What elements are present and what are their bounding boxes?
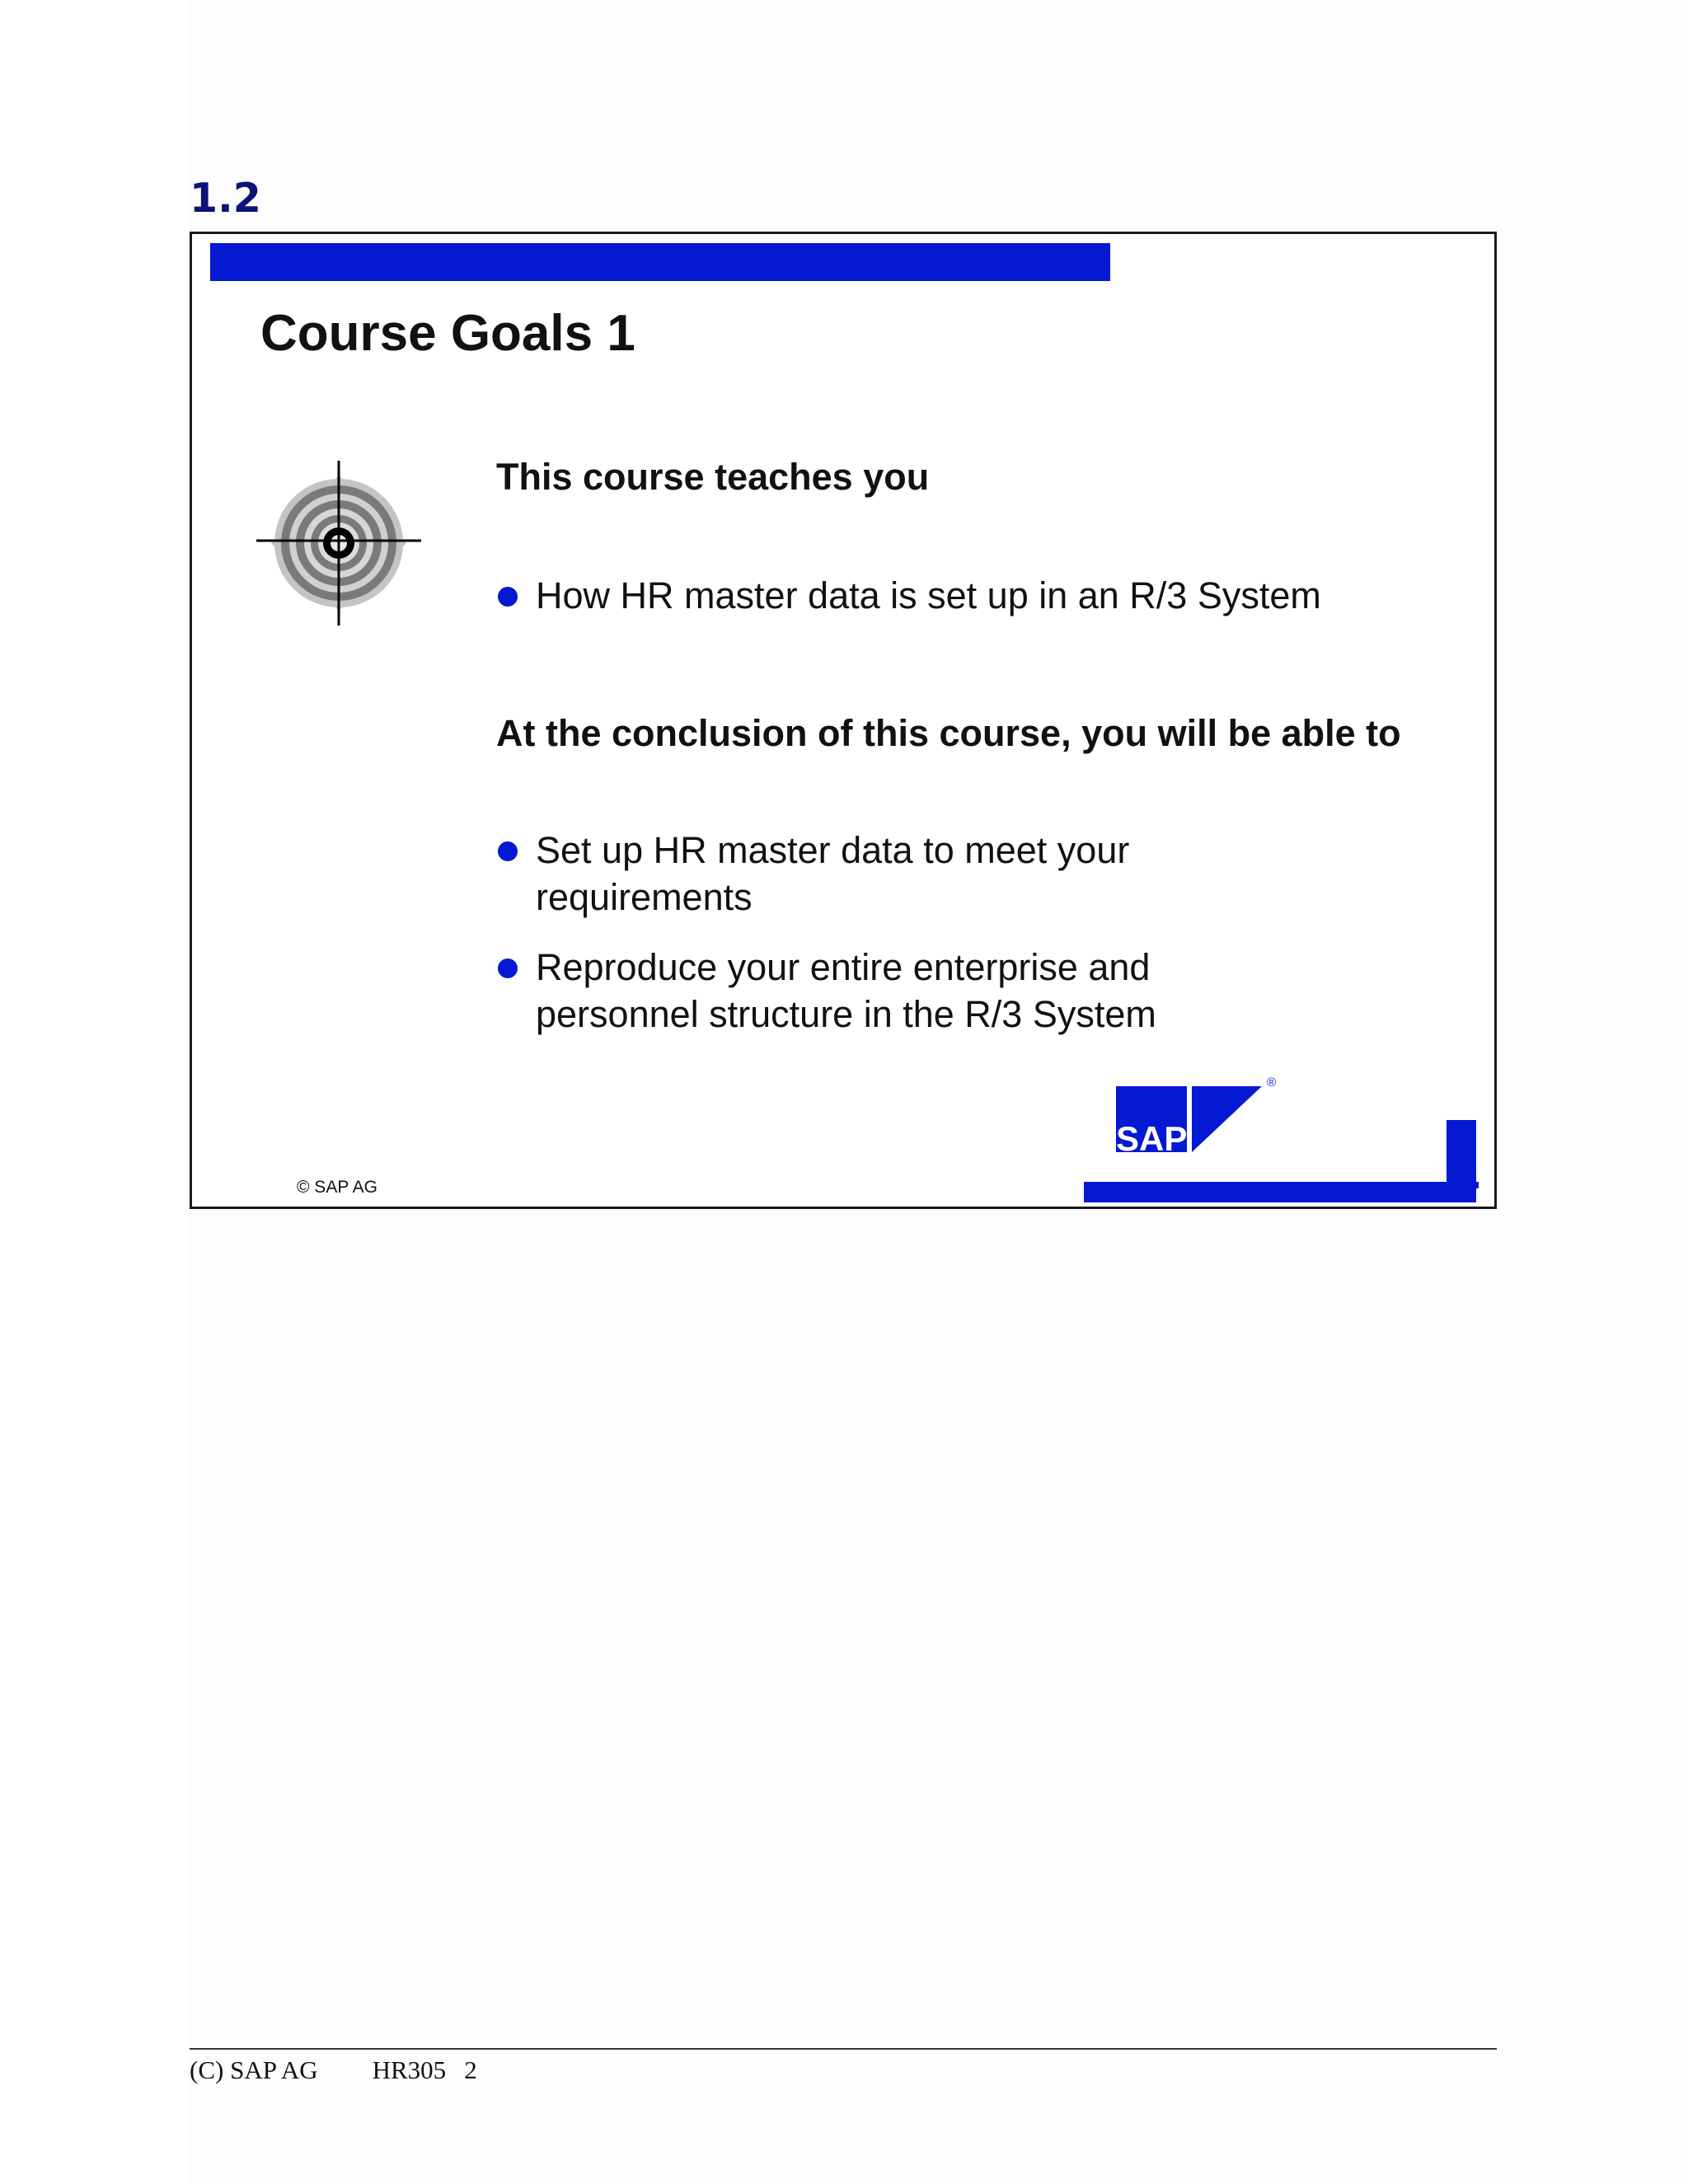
footer-page-number: 2 bbox=[464, 2055, 477, 2084]
bullet-text: Set up HR master data to meet your requirements bbox=[536, 829, 1130, 918]
bullet-text: How HR master data is set up in an R/3 System bbox=[536, 574, 1321, 616]
heading-course-teaches: This course teaches you bbox=[496, 456, 930, 498]
footer-company: (C) SAP AG bbox=[190, 2055, 318, 2084]
corner-bar-vertical bbox=[1447, 1120, 1476, 1202]
page-footer bbox=[190, 2055, 477, 2085]
heading-conclusion: At the conclusion of this course, you will be able to bbox=[496, 712, 1401, 754]
corner-bar-horizontal bbox=[1084, 1182, 1472, 1202]
sap-logo bbox=[1116, 1075, 1283, 1152]
slide bbox=[190, 232, 1497, 1209]
bullet-item bbox=[496, 944, 1238, 1038]
bullet-dot-icon bbox=[498, 841, 518, 861]
svg-text:SAP: SAP bbox=[1116, 1119, 1188, 1152]
bullet-item bbox=[496, 827, 1238, 921]
slide-copyright: © SAP AG bbox=[297, 1178, 377, 1197]
bullet-item bbox=[496, 572, 1403, 619]
target-icon bbox=[256, 461, 421, 626]
bullet-dot-icon bbox=[498, 958, 518, 978]
bullet-text: Reproduce your entire enterprise and personnel structure in the R/3 System bbox=[536, 946, 1156, 1035]
svg-text:®: ® bbox=[1267, 1076, 1277, 1090]
slide-top-bar bbox=[210, 243, 1110, 281]
bullet-dot-icon bbox=[498, 587, 518, 607]
slide-title: Course Goals 1 bbox=[260, 305, 635, 362]
footer-course: HR305 bbox=[372, 2055, 447, 2084]
section-number: 1.2 bbox=[190, 175, 261, 222]
footer-divider bbox=[190, 2048, 1497, 2050]
